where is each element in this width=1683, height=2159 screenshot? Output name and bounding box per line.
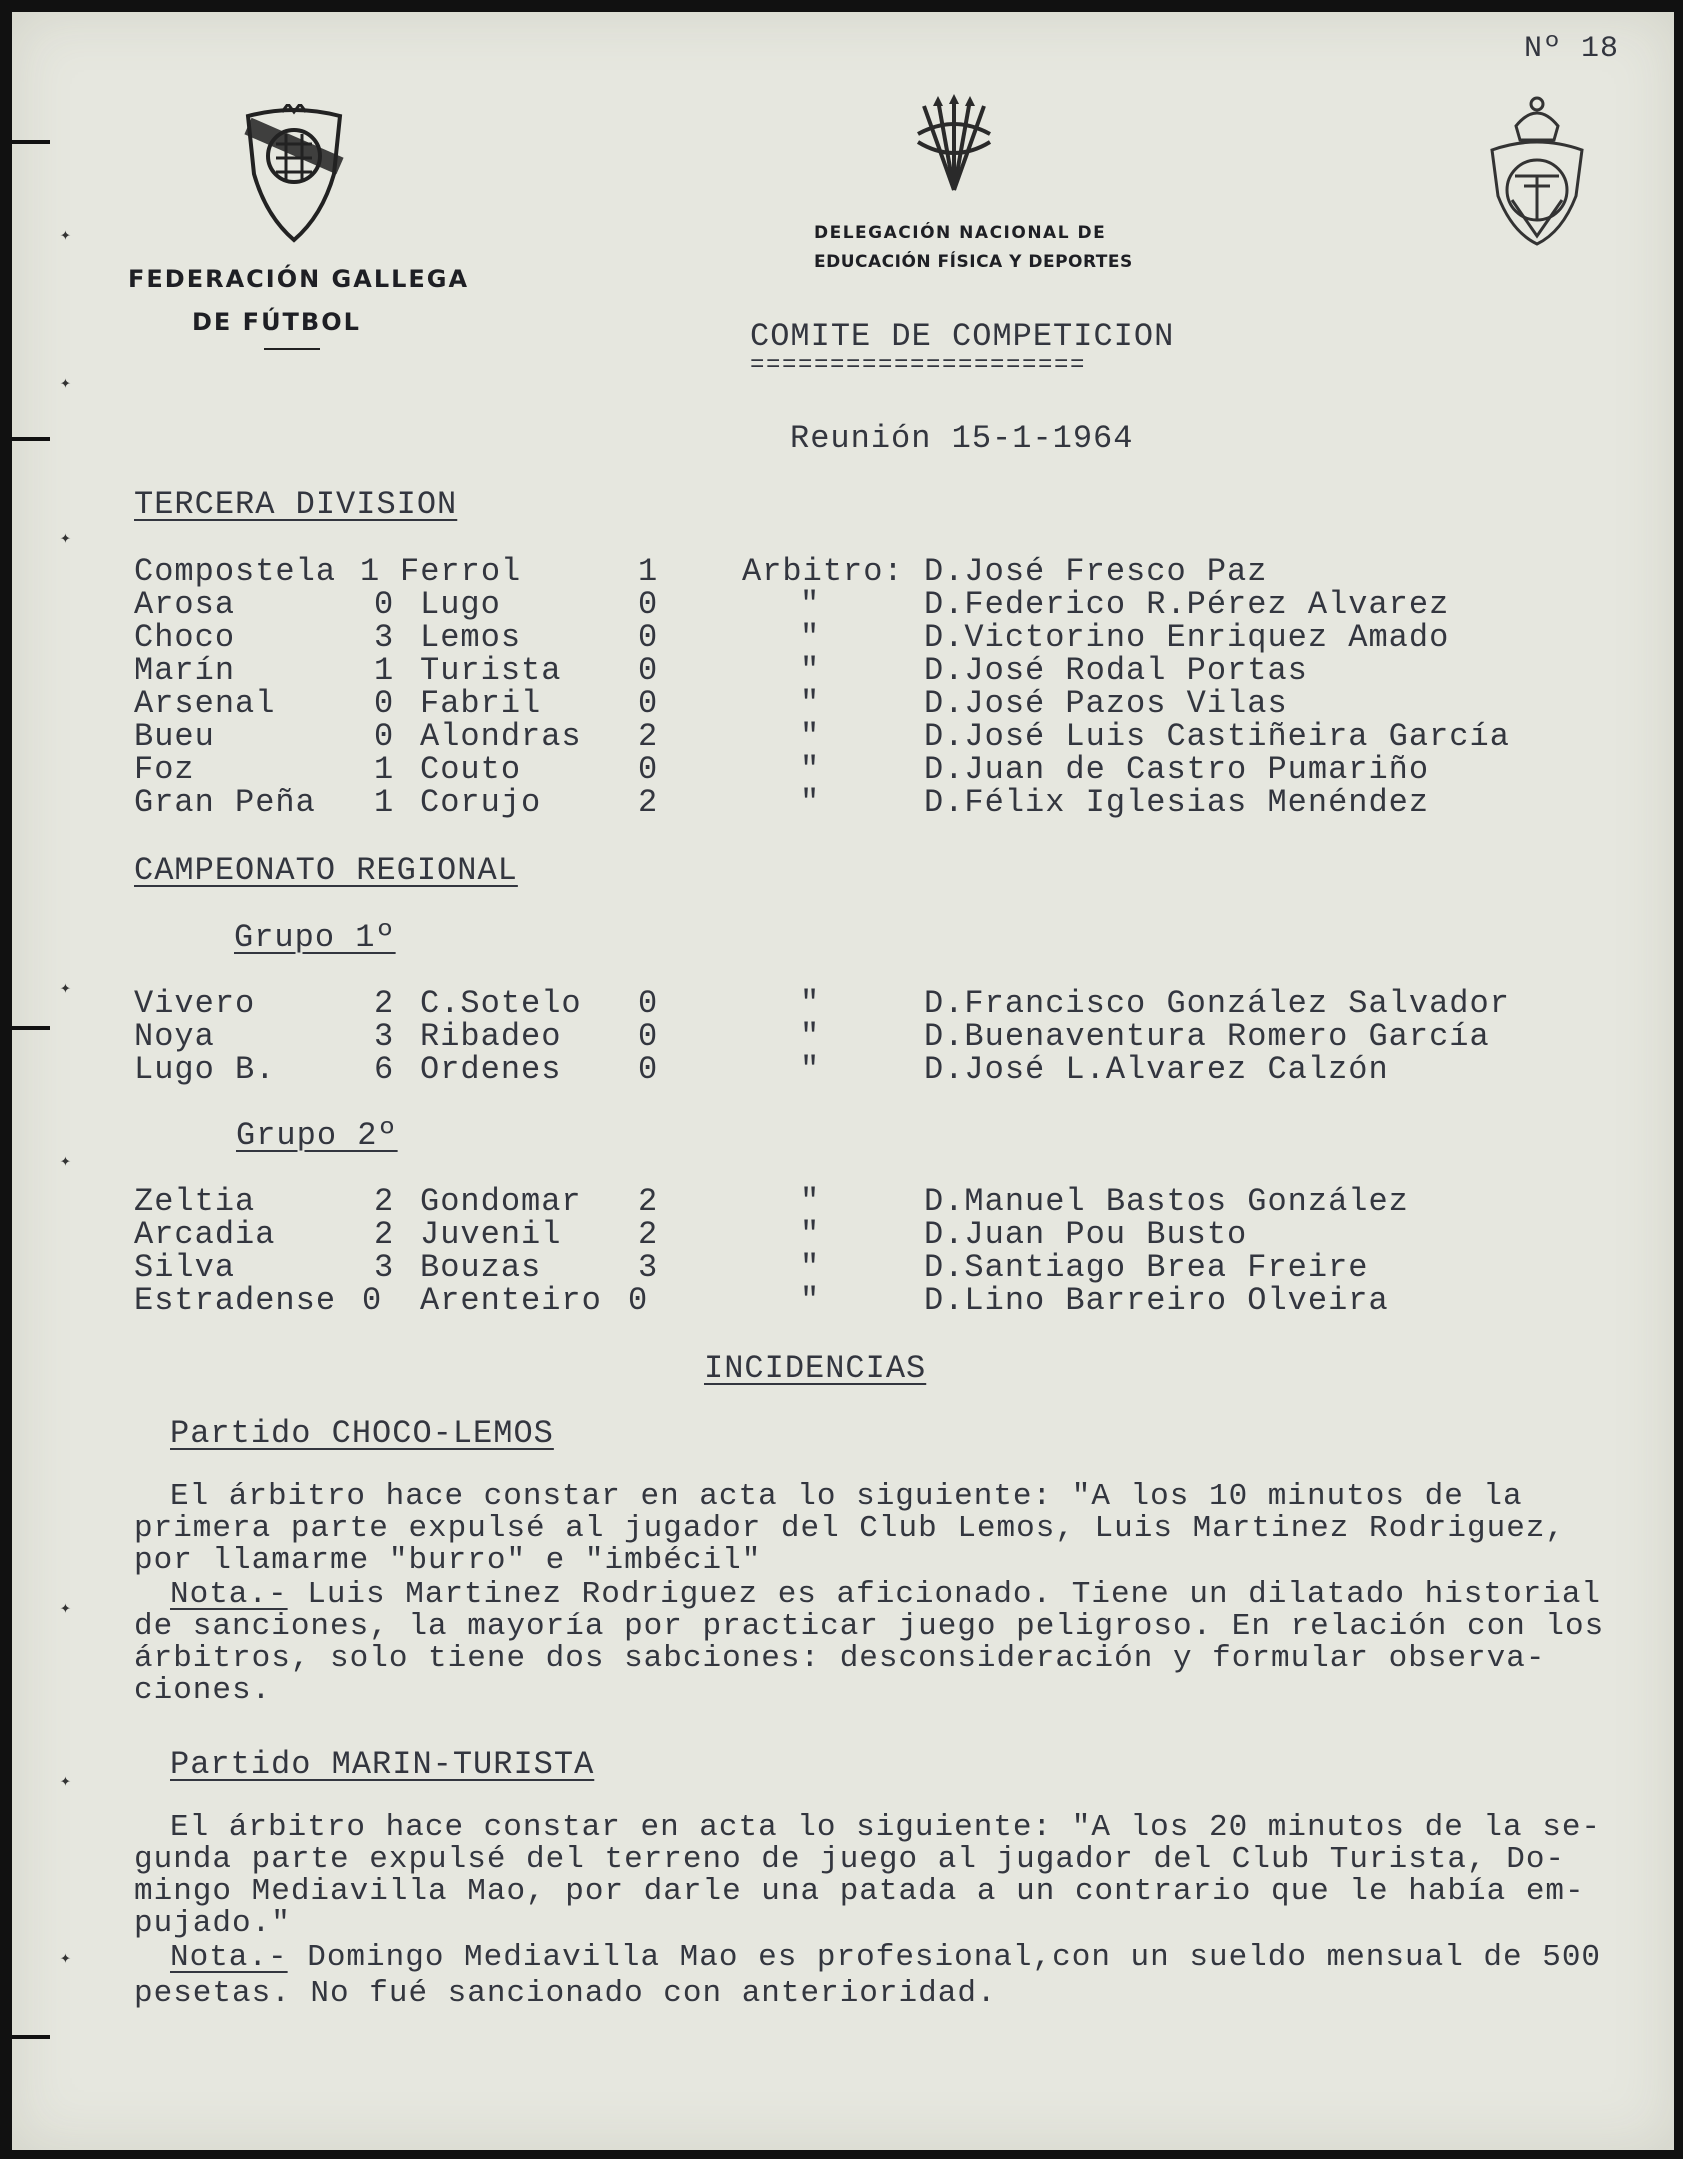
home-team: Estradense xyxy=(134,1282,337,1319)
match1-note xyxy=(170,1579,1683,1611)
match2-paragraph-line: pujado." xyxy=(134,1906,291,1941)
referee-name: D.Francisco González Salvador xyxy=(924,985,1510,1022)
home-team: Compostela xyxy=(134,553,337,590)
home-team: Noya xyxy=(134,1018,215,1055)
committee-rule: ===================== xyxy=(750,352,1087,379)
away-team: C.Sotelo xyxy=(420,985,582,1022)
delegation-line1: DELEGACIÓN NACIONAL DE xyxy=(814,223,1107,243)
section-title-regional: CAMPEONATO REGIONAL xyxy=(134,852,518,889)
away-score: 2 xyxy=(638,784,659,821)
margin-tick: ✦ xyxy=(60,529,71,549)
away-score: 0 xyxy=(638,652,659,689)
referee-name: D.Juan Pou Busto xyxy=(924,1216,1248,1253)
home-score: 3 xyxy=(374,1249,395,1286)
margin-tick: ✦ xyxy=(60,1599,71,1619)
ditto-mark: " xyxy=(800,1249,821,1286)
away-score: 3 xyxy=(638,1249,659,1286)
away-team: Lugo xyxy=(420,586,501,623)
ditto-mark: " xyxy=(800,784,821,821)
binder-mark xyxy=(12,140,50,144)
home-score: 1 xyxy=(360,553,381,590)
away-score: 0 xyxy=(638,685,659,722)
document-number: Nº 18 xyxy=(1524,32,1620,66)
home-team: Silva xyxy=(134,1249,236,1286)
home-team: Choco xyxy=(134,619,236,656)
margin-tick: ✦ xyxy=(60,226,71,246)
referee-name: D.Buenaventura Romero García xyxy=(924,1018,1490,1055)
note-text: Domingo Mediavilla Mao es profesional,con un sueldo mensual de 500 xyxy=(287,1940,1602,1975)
home-score: 0 xyxy=(362,1282,383,1319)
delegation-line2: EDUCACIÓN FÍSICA Y DEPORTES xyxy=(814,252,1133,272)
table-row xyxy=(134,1249,1634,1286)
spanish-federation-crest-icon xyxy=(1482,90,1592,250)
note-label: Nota.- xyxy=(170,1577,288,1612)
home-score: 2 xyxy=(374,1183,395,1220)
table-row xyxy=(134,619,1634,656)
away-score: 2 xyxy=(638,718,659,755)
note-text: Luis Martinez Rodriguez es aficionado. Tiene un dilatado historial xyxy=(287,1577,1602,1612)
match2-paragraph-line: mingo Mediavilla Mao, por darle una patada a un contrario que le había em- xyxy=(134,1874,1585,1909)
match1-note-line: de sanciones, la mayoría por practicar juego peligroso. En relación con los xyxy=(134,1609,1605,1644)
table-row xyxy=(134,1282,1634,1319)
home-team: Bueu xyxy=(134,718,215,755)
referee-name: D.Victorino Enriquez Amado xyxy=(924,619,1450,656)
divider xyxy=(264,348,320,350)
ditto-mark: " xyxy=(800,1051,821,1088)
home-team: Vivero xyxy=(134,985,256,1022)
binder-mark xyxy=(12,2035,50,2039)
away-score: 0 xyxy=(638,1018,659,1055)
referee-name: D.Santiago Brea Freire xyxy=(924,1249,1369,1286)
home-team: Arosa xyxy=(134,586,236,623)
home-team: Gran Peña xyxy=(134,784,316,821)
home-score: 0 xyxy=(374,586,395,623)
section-title-tercera: TERCERA DIVISION xyxy=(134,486,458,523)
away-team: Lemos xyxy=(420,619,522,656)
away-score: 1 xyxy=(638,553,659,590)
away-team: Alondras xyxy=(420,718,582,755)
referee-name: D.Lino Barreiro Olveira xyxy=(924,1282,1389,1319)
ditto-mark: " xyxy=(800,751,821,788)
home-team: Marín xyxy=(134,652,236,689)
match1-paragraph-line: primera parte expulsé al jugador del Club Lemos, Luis Martinez Rodriguez, xyxy=(134,1511,1566,1546)
table-row xyxy=(134,1018,1634,1055)
meeting-date: Reunión 15-1-1964 xyxy=(790,420,1134,457)
referee-name: D.José Pazos Vilas xyxy=(924,685,1288,722)
section-title-incidencias: INCIDENCIAS xyxy=(704,1350,927,1387)
match2-paragraph-line: gunda parte expulsé del terreno de juego al jugador del Club Turista, Do- xyxy=(134,1842,1566,1877)
referee-name: D.Juan de Castro Pumariño xyxy=(924,751,1430,788)
margin-tick: ✦ xyxy=(60,374,71,394)
table-row xyxy=(134,1216,1634,1253)
margin-tick: ✦ xyxy=(60,1949,71,1969)
home-team: Arsenal xyxy=(134,685,276,722)
match2-title: Partido MARIN-TURISTA xyxy=(170,1746,595,1783)
away-score: 0 xyxy=(628,1282,649,1319)
ditto-mark: " xyxy=(800,1216,821,1253)
away-team: Corujo xyxy=(420,784,542,821)
federation-name-line2: DE FÚTBOL xyxy=(192,308,361,336)
home-score: 3 xyxy=(374,619,395,656)
referee-name: D.Federico R.Pérez Alvarez xyxy=(924,586,1450,623)
away-team: Turista xyxy=(420,652,562,689)
match1-title: Partido CHOCO-LEMOS xyxy=(170,1415,554,1452)
match2-note xyxy=(170,1942,1683,1974)
margin-tick: ✦ xyxy=(60,1772,71,1792)
ditto-mark: " xyxy=(800,985,821,1022)
group2-title: Grupo 2º xyxy=(236,1117,398,1154)
ditto-mark: " xyxy=(800,685,821,722)
table-row xyxy=(134,652,1634,689)
away-team: Juvenil xyxy=(420,1216,562,1253)
federation-crest-icon xyxy=(242,104,346,244)
away-team: Gondomar xyxy=(420,1183,582,1220)
home-team: Zeltia xyxy=(134,1183,256,1220)
referee-name: D.José Luis Castiñeira García xyxy=(924,718,1510,755)
ditto-mark: " xyxy=(800,718,821,755)
away-team: Ordenes xyxy=(420,1051,562,1088)
table-row xyxy=(134,586,1634,623)
home-score: 1 xyxy=(374,652,395,689)
ditto-mark: " xyxy=(800,1183,821,1220)
home-team: Arcadia xyxy=(134,1216,276,1253)
match1-paragraph-line: El árbitro hace constar en acta lo siguiente: "A los 10 minutos de la xyxy=(170,1479,1523,1514)
match1-paragraph-line: por llamarme "burro" e "imbécil" xyxy=(134,1543,762,1578)
referee-name: D.Manuel Bastos González xyxy=(924,1183,1409,1220)
table-row xyxy=(134,751,1634,788)
home-score: 0 xyxy=(374,685,395,722)
away-score: 0 xyxy=(638,985,659,1022)
away-team: Arenteiro xyxy=(420,1282,602,1319)
match2-paragraph-line: El árbitro hace constar en acta lo siguiente: "A los 20 minutos de la se- xyxy=(170,1810,1602,1845)
table-row xyxy=(134,685,1634,722)
away-team: Fabril xyxy=(420,685,542,722)
referee-name: D.José Rodal Portas xyxy=(924,652,1308,689)
away-team: Ferrol xyxy=(400,553,522,590)
away-score: 0 xyxy=(638,619,659,656)
home-score: 1 xyxy=(374,751,395,788)
away-score: 2 xyxy=(638,1183,659,1220)
table-row xyxy=(134,718,1674,755)
margin-tick: ✦ xyxy=(60,979,71,999)
ditto-mark: " xyxy=(800,1282,821,1319)
away-score: 2 xyxy=(638,1216,659,1253)
home-score: 2 xyxy=(374,1216,395,1253)
ditto-mark: " xyxy=(800,1018,821,1055)
home-score: 0 xyxy=(374,718,395,755)
committee-title: COMITE DE COMPETICION xyxy=(750,318,1175,355)
match1-note-line: árbitros, solo tiene dos sabciones: desconsideración y formular observa- xyxy=(134,1641,1546,1676)
home-score: 1 xyxy=(374,784,395,821)
home-team: Lugo B. xyxy=(134,1051,276,1088)
ditto-mark: " xyxy=(800,652,821,689)
away-score: 0 xyxy=(638,751,659,788)
table-row xyxy=(134,784,1634,821)
away-score: 0 xyxy=(638,586,659,623)
document-page xyxy=(12,12,1674,2150)
referee-name: D.José L.Alvarez Calzón xyxy=(924,1051,1389,1088)
home-score: 3 xyxy=(374,1018,395,1055)
table-row xyxy=(134,985,1674,1022)
binder-mark xyxy=(12,437,50,441)
ditto-mark: " xyxy=(800,586,821,623)
away-team: Couto xyxy=(420,751,522,788)
home-score: 6 xyxy=(374,1051,395,1088)
referee-name: D.José Fresco Paz xyxy=(924,553,1268,590)
away-score: 0 xyxy=(638,1051,659,1088)
match1-note-line: ciones. xyxy=(134,1673,272,1708)
binder-mark xyxy=(12,1026,50,1030)
referee-name: D.Félix Iglesias Menéndez xyxy=(924,784,1430,821)
home-score: 2 xyxy=(374,985,395,1022)
away-team: Bouzas xyxy=(420,1249,542,1286)
yoke-arrows-emblem-icon xyxy=(908,94,1000,194)
federation-name-line1: FEDERACIÓN GALLEGA xyxy=(128,265,470,293)
table-row xyxy=(134,553,1634,590)
ditto-mark: " xyxy=(800,619,821,656)
table-row xyxy=(134,1051,1634,1088)
home-team: Foz xyxy=(134,751,195,788)
margin-tick: ✦ xyxy=(60,1152,71,1172)
match2-note-line: pesetas. No fué sancionado con anterioridad. xyxy=(134,1976,997,2011)
table-row xyxy=(134,1183,1634,1220)
away-team: Ribadeo xyxy=(420,1018,562,1055)
group1-title: Grupo 1º xyxy=(234,919,396,956)
referee-label: Arbitro: xyxy=(742,553,904,590)
note-label: Nota.- xyxy=(170,1940,288,1975)
